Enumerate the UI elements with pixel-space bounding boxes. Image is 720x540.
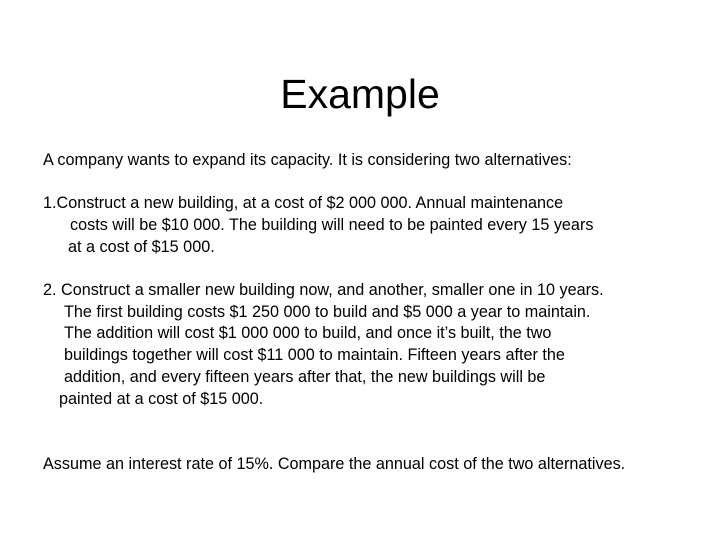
alternative-2-line-4: buildings together will cost $11 000 to maintain. Fifteen years after the (64, 346, 565, 364)
alternative-2-line-6: painted at a cost of $15 000. (59, 390, 264, 408)
alternative-2-line-2: The first building costs $1 250 000 to build and $5 000 a year to maintain. (64, 303, 591, 321)
alternative-1-line-1: 1.Construct a new building, at a cost of $2 000 000. Annual maintenance (43, 194, 564, 212)
slide-title-text: Example (280, 71, 440, 117)
alternative-2-line-1: 2. Construct a smaller new building now, and another, smaller one in 10 years. (43, 281, 604, 299)
slide-title (0, 70, 720, 118)
intro-text: A company wants to expand its capacity. It is considering two alternatives: (43, 151, 572, 169)
alternative-1-line-2: costs will be $10 000. The building will need to be painted every 15 years (70, 216, 594, 234)
alternative-1-line-3: at a cost of $15 000. (68, 238, 215, 256)
alternative-2-line-5: addition, and every fifteen years after that, the new buildings will be (64, 368, 546, 386)
alternative-2-line-3: The addition will cost $1 000 000 to build, and once it’s built, the two (64, 324, 552, 342)
conclusion-text: Assume an interest rate of 15%. Compare the annual cost of the two alternatives. (43, 455, 626, 473)
